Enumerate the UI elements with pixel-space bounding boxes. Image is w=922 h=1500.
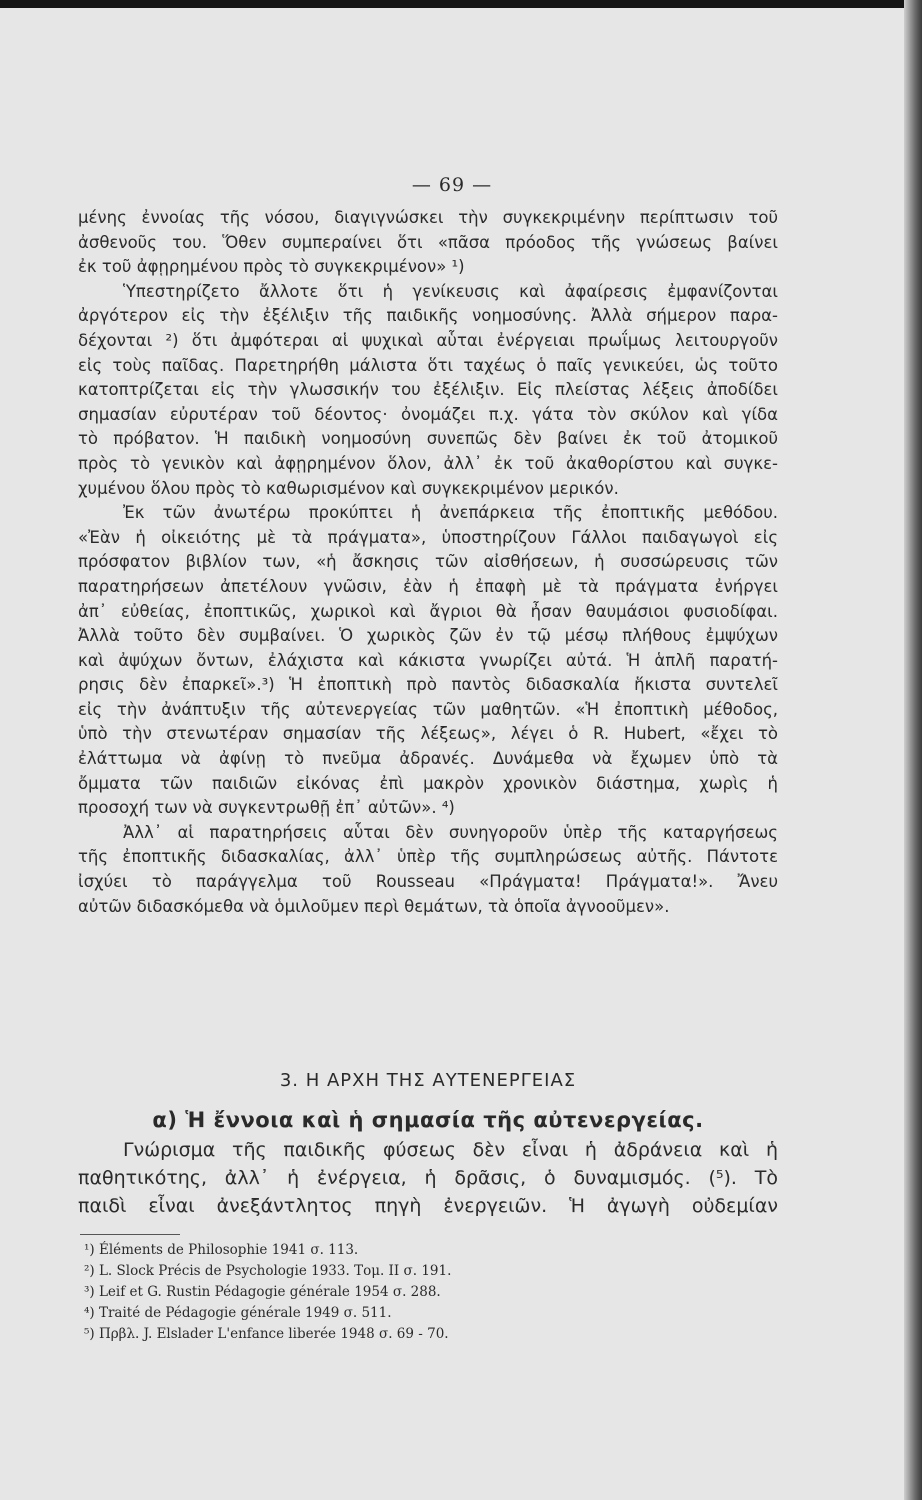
text-line: πρόσφατον βιβλίον των, «ἡ ἄσκησις τῶν αἰσθήσεων, ἡ συσσώρευσις τῶν (78, 552, 778, 572)
text-line: αὐτῶν διδασκόμεθα νὰ ὁμιλοῦμεν περὶ θεμάτων, τὰ ὁποῖα ἀγνοοῦμεν». (78, 896, 670, 916)
text-line: ἀπ᾽ εὐθείας, ἐποπτικῶς, χωρικοὶ καὶ ἄγριοι θὰ ἦσαν θαυμάσιοι φυσιοδίφαι. (78, 601, 778, 621)
text-line: ἀσθενοῦς του. Ὅθεν συμπεραίνει ὅτι «πᾶσα πρόοδος τῆς γνώσεως βαίνει (78, 232, 778, 252)
text-line: Γνώρισμα τῆς παιδικῆς φύσεως δὲν εἶναι ἡ ἀδράνεια καὶ ἡ (123, 1139, 778, 1161)
footnote: ¹) Éléments de Philosophie 1941 σ. 113. (84, 1242, 359, 1258)
text-line: ὑπὸ τὴν στενωτέραν σημασίαν τῆς λέξεως», λέγει ὁ R. Hubert, «ἔχει τὸ (78, 724, 778, 744)
text-line: ἀργότερον εἰς τὴν ἐξέλιξιν τῆς παιδικῆς νοημοσύνης. Ἀλλὰ σήμερον παρα- (78, 306, 778, 326)
scan-border-right (904, 0, 922, 1500)
text-line: δέχονται ²) ὅτι ἀμφότεραι αἱ ψυχικαὶ αὗται ἐνέργειαι πρωΐμως λειτουργοῦν (78, 330, 778, 350)
text-line: τῆς ἐποπτικῆς διδασκαλίας, ἀλλ᾽ ὑπὲρ τῆς συμπληρώσεως αὐτῆς. Πάντοτε (78, 847, 778, 867)
text-line: Ὑπεστηρίζετο ἄλλοτε ὅτι ἡ γενίκευσις καὶ ἀφαίρεσις ἐμφανίζονται (123, 281, 778, 301)
text-line: ἐλάττωμα νὰ ἀφίνῃ τὸ πνεῦμα ἀδρανές. Δυνάμεθα νὰ ἔχωμεν ὑπὸ τὰ (78, 749, 778, 769)
footnote: ⁵) Πρβλ. J. Elslader L'enfance liberée 1948 σ. 69 - 70. (84, 1326, 449, 1342)
footnote-divider (80, 1234, 180, 1235)
text-line: παθητικότης, ἀλλ᾽ ἡ ἐνέργεια, ἡ δρᾶσις, ὁ δυναμισμός. (⁵). Τὸ (78, 1167, 778, 1189)
text-line: ἰσχύει τὸ παράγγελμα τοῦ Rousseau «Πράγματα! Πράγματα!». Ἄνευ (78, 872, 778, 892)
text-line: μένης ἐννοίας τῆς νόσου, διαγιγνώσκει τὴν συγκεκριμένην περίπτωσιν τοῦ (78, 208, 778, 227)
text-line: ὄμματα τῶν παιδιῶν εἰκόνας ἐπὶ μακρὸν χρονικὸν διάστημα, χωρὶς ἡ (78, 773, 778, 793)
text-line: εἰς τοὺς παῖδας. Παρετηρήθη μάλιστα ὅτι ταχέως ὁ παῖς γενικεύει, ὡς τοῦτο (78, 355, 778, 375)
text-line: παρατηρήσεων ἀπετέλουν γνῶσιν, ἐὰν ἡ ἐπαφὴ μὲ τὰ πράγματα ἐνήργει (78, 576, 778, 596)
text-line: χυμένου ὅλου πρὸς τὸ καθωρισμένον καὶ συγκεκριμένον μερικόν. (78, 478, 619, 498)
page-number: — 69 — (411, 174, 493, 196)
book-page (0, 8, 904, 1500)
footnote: ⁴) Traité de Pédagogie générale 1949 σ. 511. (84, 1305, 392, 1321)
text-line: Ἐκ τῶν ἀνωτέρω προκύπτει ἡ ἀνεπάρκεια τῆς ἐποπτικῆς μεθόδου. (123, 503, 778, 523)
subsection-heading: α) Ἡ ἔννοια καὶ ἡ σημασία τῆς αὐτενεργείας. (152, 1108, 704, 1132)
text-line: παιδὶ εἶναι ἀνεξάντλητος πηγὴ ἐνεργειῶν. Ἡ ἀγωγὴ οὐδεμίαν (78, 1195, 778, 1217)
text-line: εἰς τὴν ἀνάπτυξιν τῆς αὐτενεργείας τῶν μαθητῶν. «Ἡ ἐποπτικὴ μέθοδος, (78, 699, 778, 719)
text-line: «Ἐὰν ἡ οἰκειότης μὲ τὰ πράγματα», ὑποστηρίζουν Γάλλοι παιδαγωγοὶ εἰς (78, 527, 778, 547)
text-line: ἐκ τοῦ ἀφῃρημένου πρὸς τὸ συγκεκριμένον» ¹) (78, 257, 465, 277)
text-line: πρὸς τὸ γενικὸν καὶ ἀφῃρημένον ὅλον, ἀλλ᾽ ἐκ τοῦ ἀκαθορίστου καὶ συγκε- (78, 453, 778, 473)
text-line: καὶ ἀψύχων ὄντων, ἐλάχιστα καὶ κάκιστα γνωρίζει αὐτά. Ἡ ἁπλῆ παρατή- (78, 650, 778, 670)
footnotes (84, 1240, 704, 1345)
text-line: κατοπτρίζεται εἰς τὴν γλωσσικήν του ἐξέλιξιν. Εἰς πλείστας λέξεις ἀποδίδει (78, 380, 778, 400)
text-line: τὸ πρόβατον. Ἡ παιδικὴ νοημοσύνη συνεπῶς δὲν βαίνει ἐκ τοῦ ἀτομικοῦ (78, 429, 778, 449)
footnote: ³) Leif et G. Rustin Pédagogie générale 1954 σ. 288. (84, 1284, 441, 1300)
main-paragraphs (78, 206, 778, 919)
text-line: σημασίαν εὐρυτέραν τοῦ δέοντος· ὀνομάζει π.χ. γάτα τὸν σκύλον καὶ γίδα (78, 404, 778, 424)
text-line: ρησις δὲν ἐπαρκεῖ».³) Ἡ ἐποπτικὴ πρὸ παντὸς διδασκαλία ἥκιστα συντελεῖ (78, 675, 778, 695)
scan-border-top (0, 0, 922, 8)
text-line: προσοχή των νὰ συγκεντρωθῇ ἐπ᾽ αὐτῶν». ⁴) (78, 798, 455, 818)
section-heading: 3. Η ΑΡΧΗ ΤΗΣ ΑΥΤΕΝΕΡΓΕΙΑΣ (279, 1070, 577, 1091)
text-line: Ἀλλὰ τοῦτο δὲν συμβαίνει. Ὁ χωρικὸς ζῶν ἐν τῷ μέσῳ πλήθους ἐμψύχων (78, 626, 778, 646)
text-line: Ἀλλ᾽ αἱ παρατηρήσεις αὗται δὲν συνηγοροῦν ὑπὲρ τῆς καταργήσεως (123, 822, 778, 842)
footnote: ²) L. Slock Précis de Psychologie 1933. Τομ. II σ. 191. (84, 1263, 452, 1279)
section-body (78, 1136, 778, 1220)
